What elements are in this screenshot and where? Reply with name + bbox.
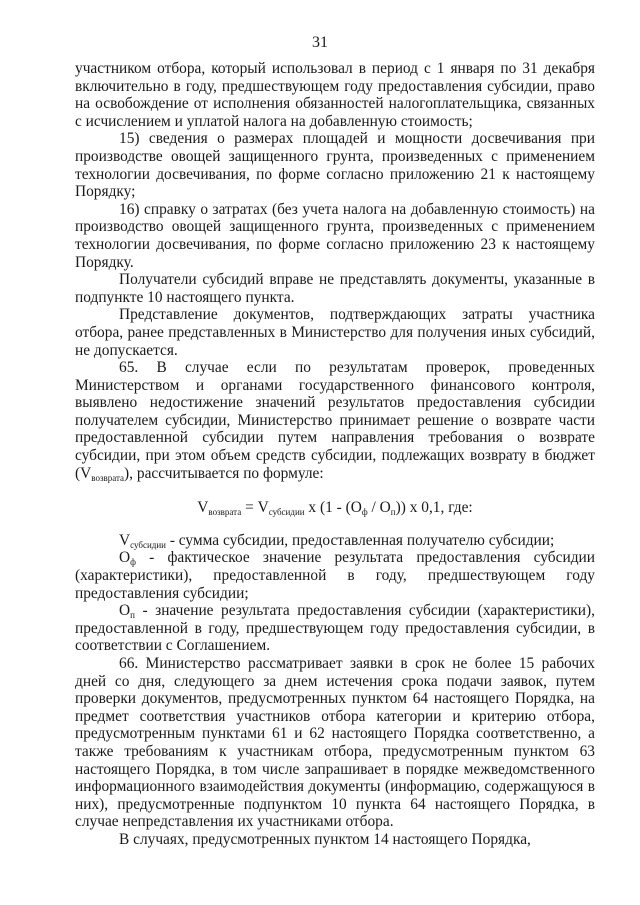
definition-o-fact: $O_ф$ - фактическое значение результата предоставления субсидии (характеристики), предоставленной в году, предшествующем году предоставления субсидии; — [75, 549, 595, 602]
paragraph-recipients: Получатели субсидий вправе не представлять документы, указанные в подпункте 10 настоящего пункта. — [75, 271, 595, 306]
paragraph-65-end: ), рассчитывается по формуле: — [124, 464, 324, 482]
paragraph-cases: В случаях, предусмотренных пунктом 14 настоящего Порядка, — [119, 830, 531, 848]
paragraph-65-text: 65. В случае если по результатам проверок, проведенных Министерством и органами государственного финансового контроля, выявлено недостижение значений результатов предоставления субсидии получателем субсидии, Министерство принимает решение о возврате части предоставленной субсидии путем направления требования о возврате субсидии, при этом объем средств субсидии, подлежащих возврату в бюджет (V — [75, 359, 595, 482]
page-number: 31 — [312, 34, 328, 51]
paragraph-item-16: 16) справку о затратах (без учета налога на добавленную стоимость) на производство овощей защищенного грунта, произведенных с применением технологии досвечивания, по форме согласно приложению 23 к настоящему Порядку. — [75, 200, 595, 271]
paragraph-65 — [75, 359, 595, 482]
return-formula: $V_{возврата} = V_{субсидии}$ x $(1 - (O_ф / O_п))$ x 0,1, где: — [197, 499, 473, 518]
document-body — [75, 60, 595, 849]
paragraph-continuation: участником отбора, который использовал в период с 1 января по 31 декабря включительно в году, предшествующем году предоставления субсидии, право на освобождение от исполнения обязанностей налогоплательщика, связанных с исчислением и уплатой налога на добавленную стоимость; — [75, 60, 595, 130]
definition-o-plan: $O_п$ - значение результата предоставления субсидии (характеристики), предоставленной в году, предшествующем году предоставления субсидии, в соответствии с Соглашением. — [75, 602, 595, 655]
paragraph-66: 66. Министерство рассматривает заявки в срок не более 15 рабочих дней со дня, следующего за днем истечения срока подачи заявок, путем проверки документов, предусмотренных пунктом 64 настоящего Порядка, на предмет соответствия участников отбора категории и критерию отбора, предусмотренным пунктами 61 и 62 настоящего Порядка соответственно, а также требованиям к участникам отбора, предусмотренным пунктом 63 настоящего Порядка, в том числе запрашивает в порядке межведомственного информационного взаимодействия документы (информацию, содержащуюся в них), предусмотренные подпунктом 10 пункта 64 настоящего Порядка, в случае непредставления их участниками отбора. — [75, 655, 595, 831]
definition-v-subsidy: $V_{субсидии}$ - сумма субсидии, предоставленная получателю субсидии; — [119, 531, 555, 550]
paragraph-item-15: 15) сведения о размерах площадей и мощности досвечивания при производстве овощей защищенного грунта, произведенных с применением технологии досвечивания, по форме согласно приложению 21 к настоящему Порядку; — [75, 130, 595, 201]
v-return-subscript: возврата — [91, 472, 125, 483]
paragraph-documents: Представление документов, подтверждающих затраты участника отбора, ранее представленных в Министерство для получения иных субсидий, не допускается. — [75, 306, 595, 359]
